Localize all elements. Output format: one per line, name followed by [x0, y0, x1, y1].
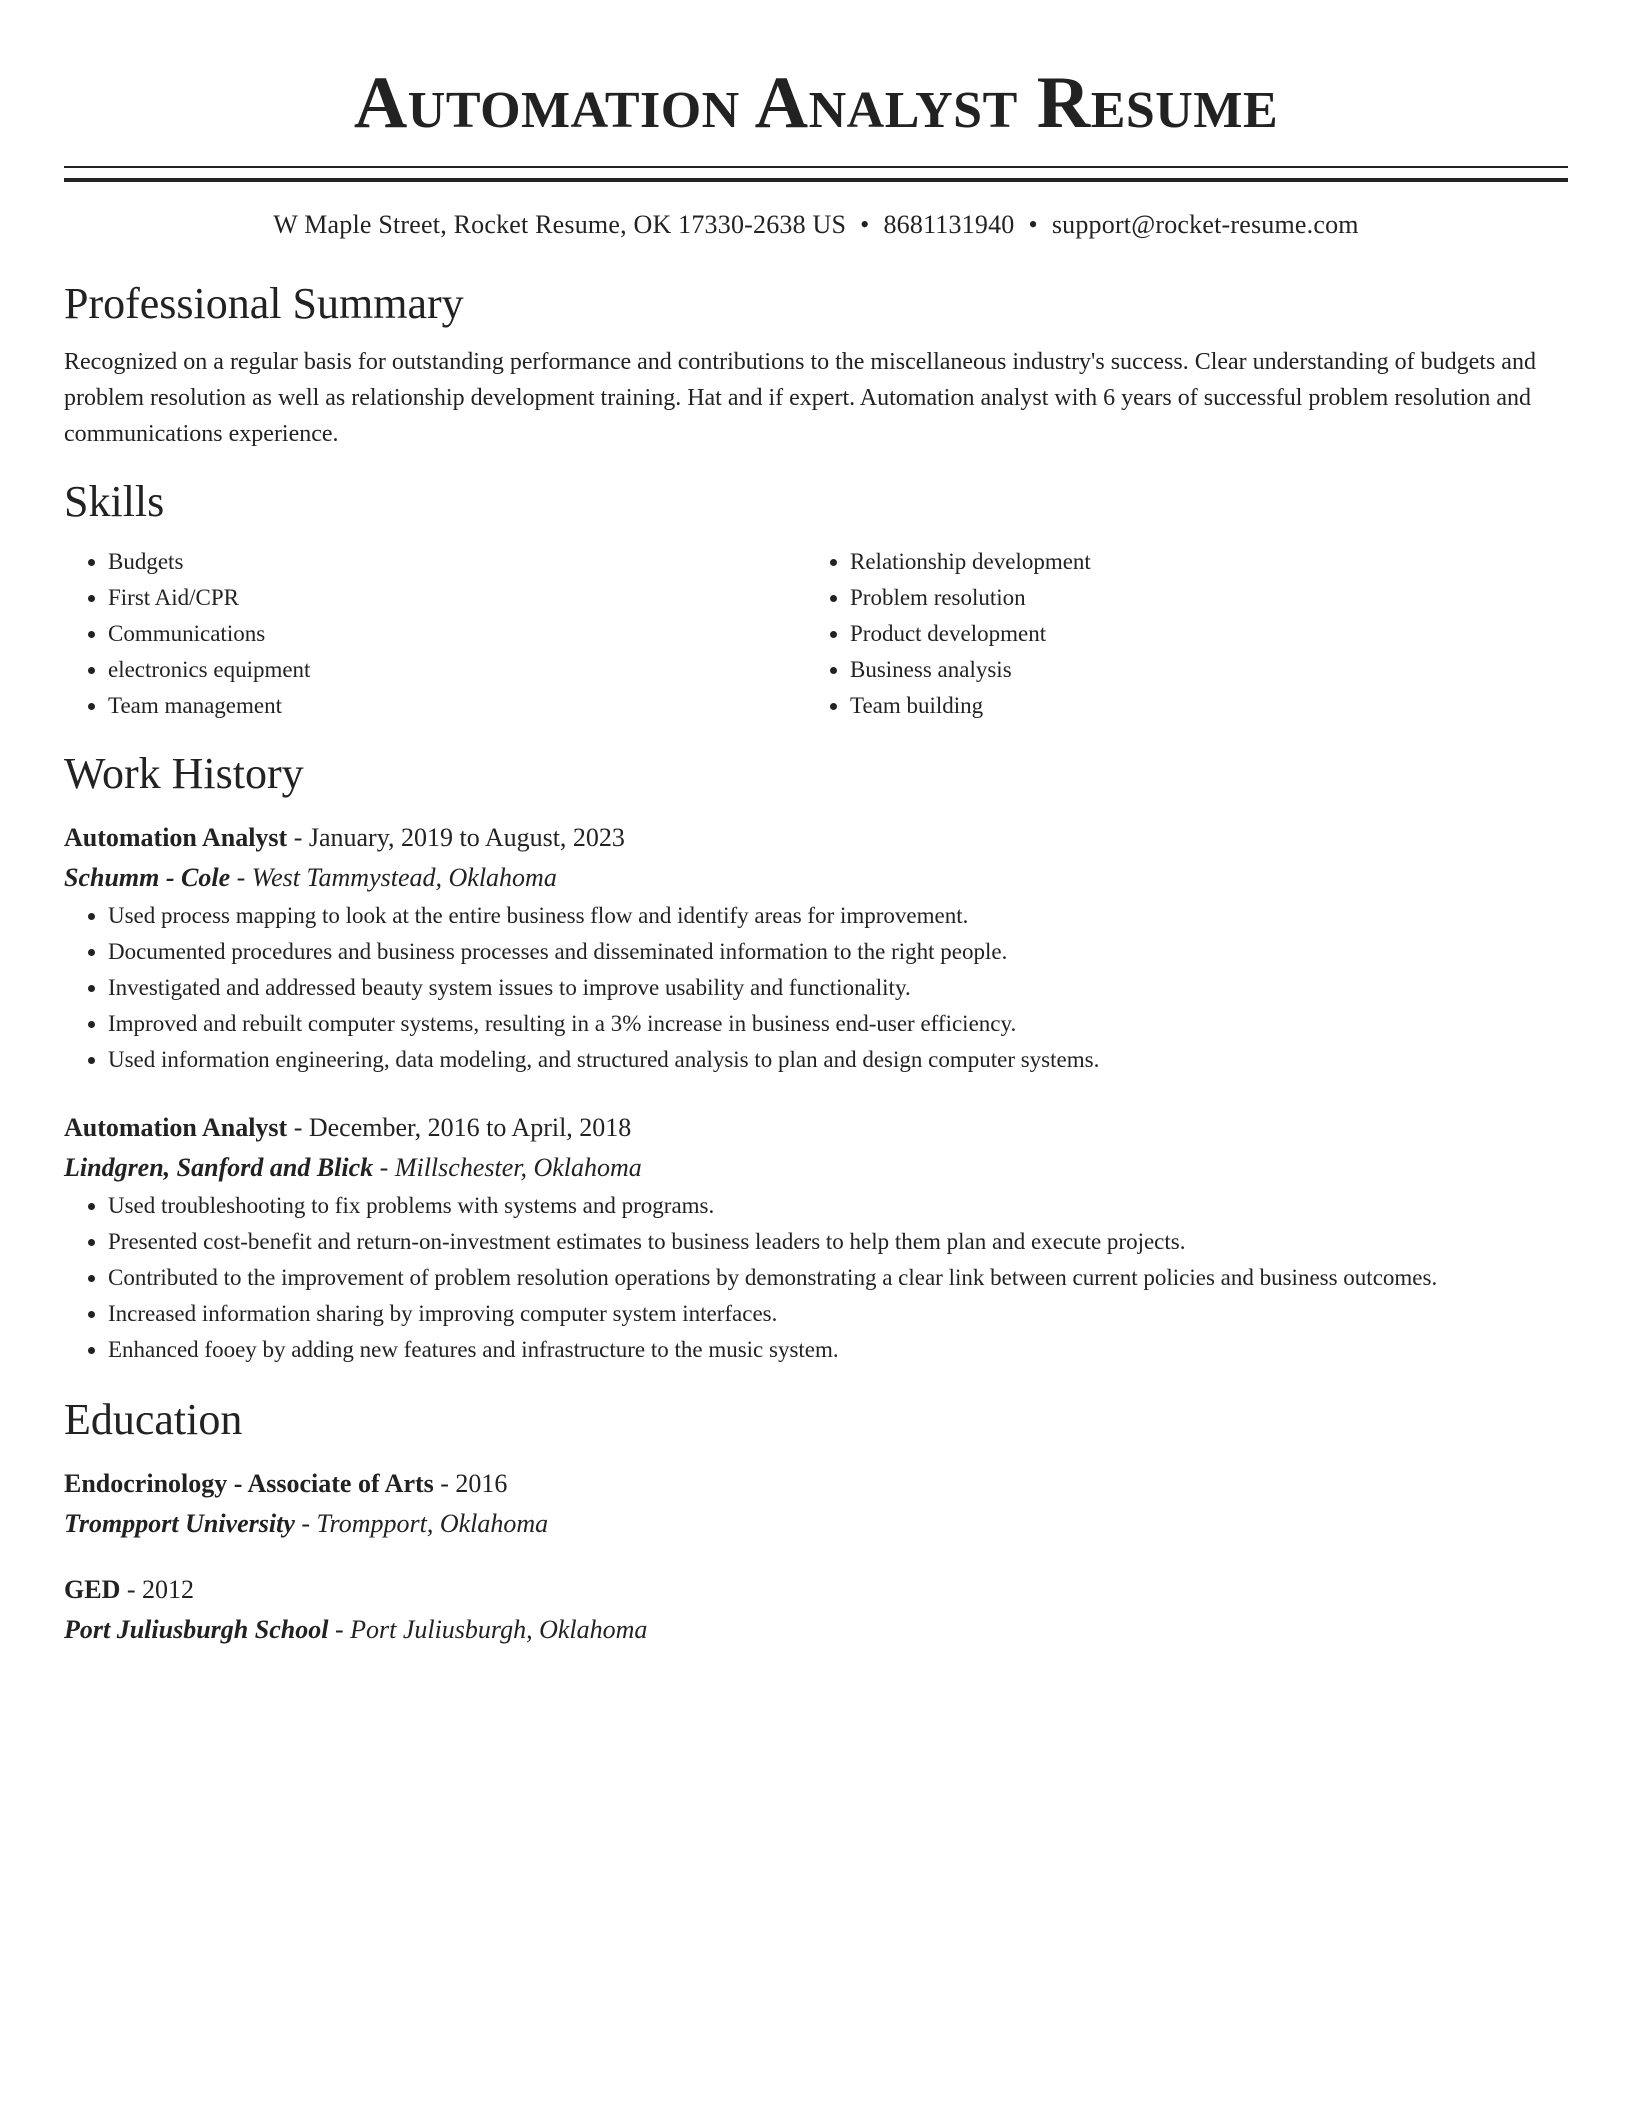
job-bullet: • Improved and rebuilt computer systems, resulting in a 3% increase in business end-user efficiency.	[108, 1006, 1568, 1042]
summary-text: Recognized on a regular basis for outstanding performance and contributions to the miscellaneous industry's success. Clear understanding of budgets and problem resolution as well as relationship development training. Hat and if expert. Automation analyst with 6 years of successful problem resolution and communications experience.	[64, 349, 1536, 447]
job-title: Automation Analyst	[64, 1113, 288, 1142]
skills-left-column	[64, 544, 806, 724]
job-bullet: • Used process mapping to look at the entire business flow and identify areas for improvement.	[108, 898, 1568, 934]
education-school: Port Juliusburgh School	[64, 1615, 329, 1644]
resume-page	[64, 0, 1568, 1650]
contact-separator: •	[1028, 210, 1038, 239]
job-location: - West Tammystead, Oklahoma	[230, 863, 557, 892]
skill-item: • Team building	[850, 688, 1548, 724]
skill-item: • Communications	[108, 616, 806, 652]
job-bullet: • Contributed to the improvement of problem resolution operations by demonstrating a clear link between current policies and business outcomes.	[108, 1260, 1568, 1296]
job-dates: - December, 2016 to April, 2018	[287, 1113, 632, 1142]
education-entry	[64, 1570, 1568, 1650]
job-bullet: • Used information engineering, data modeling, and structured analysis to plan and design computer systems.	[108, 1042, 1568, 1078]
education-year: - 2016	[433, 1469, 508, 1498]
job-company-line	[64, 858, 1568, 898]
education-location: - Trompport, Oklahoma	[294, 1509, 549, 1538]
job-bullet: • Increased information sharing by improving computer system interfaces.	[108, 1296, 1568, 1332]
work-history-heading: Work History	[64, 749, 304, 798]
job-entry	[64, 818, 1568, 1078]
education-entry	[64, 1464, 1568, 1544]
job-bullet: • Documented procedures and business processes and disseminated information to the right people.	[108, 934, 1568, 970]
job-bullet: • Enhanced fooey by adding new features and infrastructure to the music system.	[108, 1332, 1568, 1368]
skill-item: • Business analysis	[850, 652, 1548, 688]
job-dates: - January, 2019 to August, 2023	[287, 823, 625, 852]
summary-heading: Professional Summary	[64, 279, 464, 328]
education-header	[64, 1464, 1568, 1504]
skill-item: • First Aid/CPR	[108, 580, 806, 616]
job-bullet: • Used troubleshooting to fix problems with systems and programs.	[108, 1188, 1568, 1224]
skill-item: • Budgets	[108, 544, 806, 580]
skills-columns	[64, 544, 1568, 724]
education-header	[64, 1570, 1568, 1610]
job-header	[64, 1108, 1568, 1148]
skills-heading: Skills	[64, 477, 165, 526]
job-company: Lindgren, Sanford and Blick	[64, 1153, 374, 1182]
job-company-line	[64, 1148, 1568, 1188]
job-header	[64, 818, 1568, 858]
job-entry	[64, 1108, 1568, 1368]
skills-right-column	[806, 544, 1548, 724]
job-company: Schumm - Cole	[64, 863, 231, 892]
job-title: Automation Analyst	[64, 823, 288, 852]
contact-address: W Maple Street, Rocket Resume, OK 17330-2638 US	[273, 210, 847, 239]
job-location: - Millschester, Oklahoma	[373, 1153, 642, 1182]
job-bullet: • Investigated and addressed beauty system issues to improve usability and functionality.	[108, 970, 1568, 1006]
skill-item: • Product development	[850, 616, 1548, 652]
skill-item: • Team management	[108, 688, 806, 724]
job-bullet: • Presented cost-benefit and return-on-investment estimates to business leaders to help them plan and execute projects.	[108, 1224, 1568, 1260]
job-bullets	[64, 1188, 1568, 1368]
skill-item: • Relationship development	[850, 544, 1548, 580]
contact-email: support@rocket-resume.com	[1051, 210, 1359, 239]
resume-title: Automation Analyst Resume	[353, 62, 1279, 144]
education-school: Trompport University	[64, 1509, 295, 1538]
contact-separator: •	[860, 210, 870, 239]
skill-item: • Problem resolution	[850, 580, 1548, 616]
education-year: - 2012	[120, 1575, 195, 1604]
education-degree: GED	[64, 1575, 121, 1604]
contact-line	[64, 208, 1568, 242]
skill-item: • electronics equipment	[108, 652, 806, 688]
education-heading: Education	[64, 1395, 243, 1444]
education-school-line	[64, 1504, 1568, 1544]
contact-phone: 8681131940	[883, 210, 1015, 239]
job-bullets	[64, 898, 1568, 1078]
title-double-rule	[64, 166, 1568, 182]
education-school-line	[64, 1610, 1568, 1650]
education-degree: Endocrinology - Associate of Arts	[64, 1469, 434, 1498]
education-location: - Port Juliusburgh, Oklahoma	[328, 1615, 648, 1644]
